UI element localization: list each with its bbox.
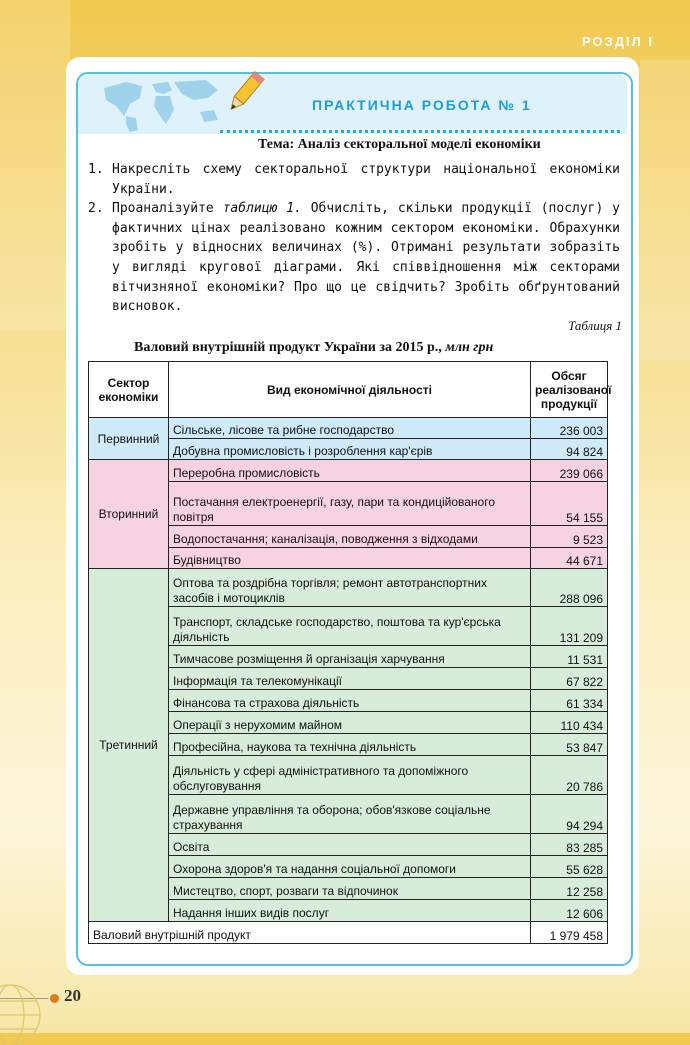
value-cell: 236 003: [531, 418, 608, 439]
task-item: [88, 160, 620, 199]
value-cell: 20 786: [531, 756, 608, 795]
globe-icon: [0, 975, 50, 1045]
task-text: Обчисліть, скільки продукції (послуг) у фактичних цінах реалізовано кожним сектором економіки. Обрахунки зробіть у відносних величинах (%). Отримані результати зобразіть у вигляді кругової діаграми. Які співвідношення між секторами вітчизняної економіки? Про що це свідчить? Зробіть обґрунтований висновок.: [112, 201, 620, 315]
activity-cell: Надання інших видів послуг: [169, 900, 531, 922]
activity-cell: Переробна промисловість: [169, 460, 531, 482]
activity-cell: Сільське, лісове та рибне господарство: [169, 418, 531, 439]
gdp-table: [88, 361, 612, 944]
activity-cell: Водопостачання; каналізація, поводження з відходами: [169, 526, 531, 548]
activity-cell: Тимчасове розміщення й організація харчування: [169, 646, 531, 668]
value-cell: 110 434: [531, 712, 608, 734]
activity-cell: Фінансова та страхова діяльність: [169, 690, 531, 712]
activity-cell: Освіта: [169, 834, 531, 856]
value-cell: 94 294: [531, 795, 608, 834]
practical-work-title: ПРАКТИЧНА РОБОТА № 1: [312, 97, 532, 113]
activity-cell: Добувна промисловість і розроблення кар'єрів: [169, 439, 531, 460]
activity-cell: Оптова та роздрібна торгівля; ремонт автотранспортних засобів і мотоциклів: [169, 569, 531, 607]
activity-cell: Інформація та телекомунікації: [169, 668, 531, 690]
task-number: 1.: [88, 162, 104, 177]
task-number: 2.: [88, 201, 104, 217]
table-caption-text: Валовий внутрішній продукт України за 2015 р.,: [134, 340, 442, 355]
activity-cell: Мистецтво, спорт, розваги та відпочинок: [169, 878, 531, 900]
value-cell: 12 258: [531, 878, 608, 900]
activity-cell: Постачання електроенергії, газу, пари та кондиційованого повітря: [169, 482, 531, 526]
value-cell: 55 628: [531, 856, 608, 878]
task-list: [88, 160, 620, 317]
task-item: [88, 199, 620, 317]
value-cell: 288 096: [531, 569, 608, 607]
dotted-divider: [220, 130, 620, 133]
activity-cell: Діяльність у сфері адміністративного та допоміжного обслуговування: [169, 756, 531, 795]
value-cell: 83 285: [531, 834, 608, 856]
header-sector: Сектор економіки: [89, 362, 169, 418]
page-number: 20: [64, 986, 81, 1005]
total-value: 1 979 458: [531, 922, 608, 944]
table-number: Таблиця 1: [568, 318, 622, 333]
table-row: [89, 460, 608, 482]
value-cell: 44 671: [531, 548, 608, 569]
value-cell: 67 822: [531, 668, 608, 690]
task-lead-text: Проаналізуйте: [112, 201, 223, 217]
activity-cell: Професійна, наукова та технічна діяльність: [169, 734, 531, 756]
sector-cell: Третинний: [89, 569, 169, 922]
task-table-reference: таблицю 1.: [222, 201, 302, 217]
total-row: [89, 922, 608, 944]
activity-cell: Операції з нерухомим майном: [169, 712, 531, 734]
value-cell: 9 523: [531, 526, 608, 548]
activity-cell: Охорона здоров'я та надання соціальної допомоги: [169, 856, 531, 878]
sector-cell: Вторинний: [89, 460, 169, 569]
activity-cell: Державне управління та оборона; обов'язкове соціальне страхування: [169, 795, 531, 834]
section-label: РОЗДІЛ І: [582, 34, 654, 49]
topic-heading: Тема: Аналіз секторальної моделі економіки: [258, 137, 541, 152]
task-text: Накресліть схему секторальної структури національної економіки України.: [112, 162, 620, 197]
world-map-icon: [96, 76, 226, 134]
value-cell: 53 847: [531, 734, 608, 756]
header-volume: Обсяг реалізованої продукції: [531, 362, 608, 418]
pencil-icon: [222, 68, 266, 120]
activity-cell: Транспорт, складське господарство, поштова та кур'єрська діяльність: [169, 607, 531, 646]
sector-cell: Первинний: [89, 418, 169, 460]
background-block: [0, 0, 70, 330]
value-cell: 12 606: [531, 900, 608, 922]
background-block: [640, 60, 690, 360]
header-activity: Вид економічної діяльності: [169, 362, 531, 418]
value-cell: 239 066: [531, 460, 608, 482]
table-caption: [134, 340, 493, 356]
value-cell: 94 824: [531, 439, 608, 460]
value-cell: 131 209: [531, 607, 608, 646]
table-row: [89, 569, 608, 607]
table-body: [89, 418, 608, 944]
activity-cell: Будівництво: [169, 548, 531, 569]
page-marker-dot: [50, 994, 59, 1003]
value-cell: 11 531: [531, 646, 608, 668]
table-row: [89, 418, 608, 439]
table-units: млн грн: [445, 340, 494, 355]
value-cell: 54 155: [531, 482, 608, 526]
value-cell: 61 334: [531, 690, 608, 712]
total-label: Валовий внутрішній продукт: [89, 922, 531, 944]
